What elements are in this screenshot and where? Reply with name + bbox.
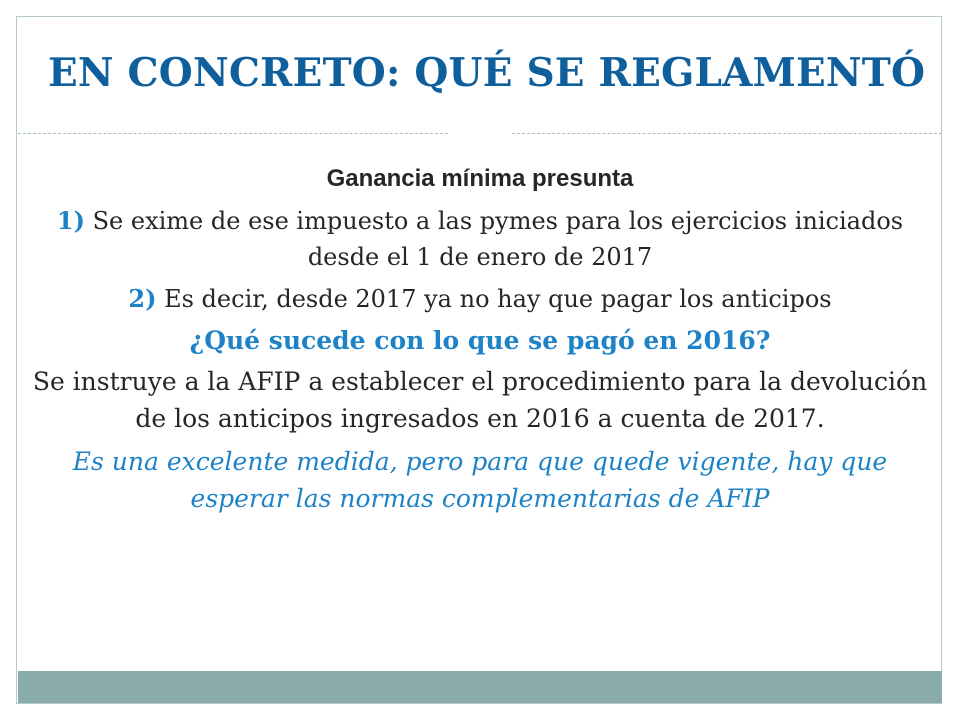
footer-bar <box>18 671 942 703</box>
answer-text: Se instruye a la AFIP a establecer el procedimiento para la devolución de los anticipos ingresados en 2016 a cuenta de 2017. <box>32 367 928 433</box>
point-1-number: 1) <box>56 206 85 235</box>
point-2-number: 2) <box>128 284 157 313</box>
title-divider-left <box>18 133 448 134</box>
title-divider-right <box>512 133 942 134</box>
slide-title: EN CONCRETO: QUÉ SE REGLAMENTÓ <box>48 50 926 96</box>
slide-body <box>30 165 930 517</box>
point-1-text: Se exime de ese impuesto a las pymes para los ejercicios iniciados desde el 1 de enero de 2017 <box>92 207 904 271</box>
point-2-text: Es decir, desde 2017 ya no hay que pagar los anticipos <box>164 285 832 313</box>
point-1 <box>30 203 930 275</box>
question-text: ¿Qué sucede con lo que se pagó en 2016? <box>189 326 771 355</box>
note-text: Es una excelente medida, pero para que quede vigente, hay que esperar las normas complementarias de AFIP <box>72 447 888 513</box>
point-2 <box>30 281 930 317</box>
slide-subtitle: Ganancia mínima presunta <box>326 165 634 192</box>
